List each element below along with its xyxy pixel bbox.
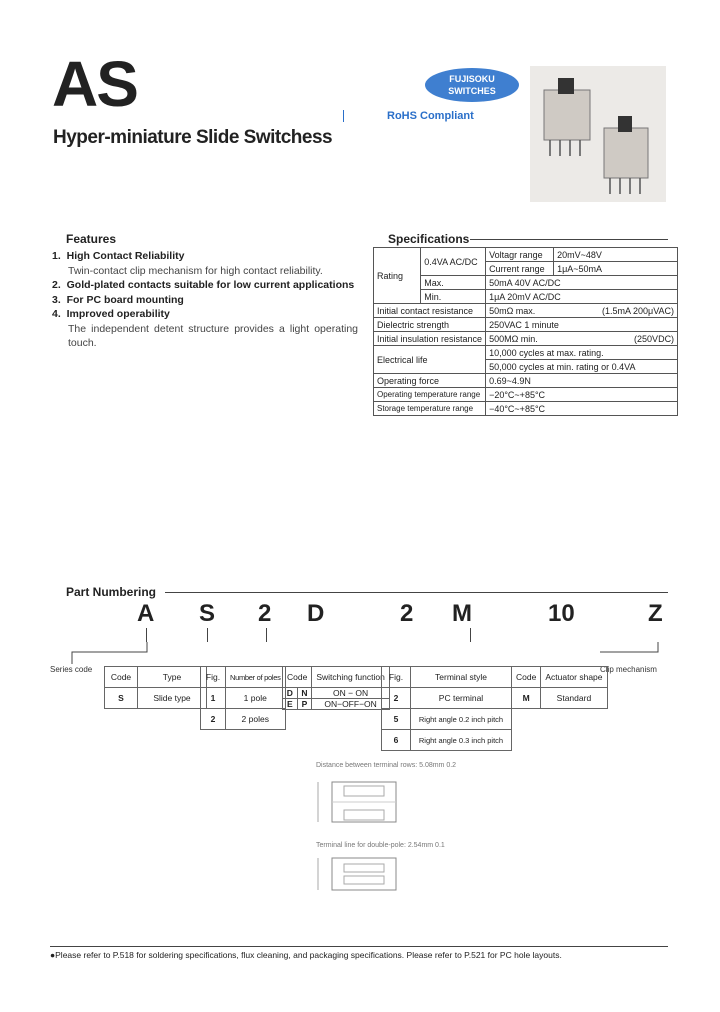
feature-desc: The independent detent structure provides a light operating touch. [68, 322, 358, 349]
terminal-style-table [381, 666, 512, 751]
part-letter: 10 [548, 600, 575, 627]
table-cell: Standard [541, 688, 607, 709]
table-cell: 2 poles [226, 709, 286, 730]
table-row [374, 374, 678, 388]
table-header: Terminal style [411, 667, 512, 688]
table-cell: E [283, 699, 298, 710]
table-cell: 1 [201, 688, 226, 709]
switching-function-table [282, 666, 390, 710]
spec-label: Operating temperature range [374, 388, 486, 402]
table-cell: PC terminal [411, 688, 512, 709]
bullet-icon: ● [50, 950, 56, 960]
spec-value: 0.69~4.9N [486, 374, 678, 388]
table-row [512, 688, 608, 709]
feature-num: 2. [52, 279, 61, 291]
table-cell: 2 [201, 709, 226, 730]
spec-value [486, 332, 678, 346]
table-cell: ON−OFF−ON [312, 699, 390, 710]
part-letter: Z [648, 600, 663, 627]
double-pole-diagram [310, 852, 420, 897]
fujisoku-logo [425, 68, 519, 102]
type-table [104, 666, 207, 709]
feature-item [52, 249, 358, 264]
table-header: Number of poles [226, 667, 286, 688]
table-row [283, 667, 390, 688]
table-row [374, 332, 678, 346]
table-cell: 6 [382, 730, 411, 751]
spec-sublabel: Voltagr range [486, 248, 554, 262]
feature-item [52, 278, 358, 293]
table-row [201, 709, 286, 730]
spec-value-note: (1.5mA 200μVAC) [602, 305, 675, 316]
spec-value: 250VAC 1 minute [486, 318, 678, 332]
table-row [201, 667, 286, 688]
poles-table [200, 666, 286, 730]
spec-label: Operating force [374, 374, 486, 388]
table-cell: P [297, 699, 312, 710]
feature-num: 1. [52, 250, 61, 262]
table-row [374, 248, 678, 262]
spec-label: Rating [374, 248, 421, 304]
part-letter: D [307, 600, 325, 627]
spec-sublabel: Min. [421, 290, 486, 304]
logo-text-bottom: SWITCHES [448, 86, 496, 96]
spec-value-main: 500MΩ min. [489, 333, 538, 344]
table-header: Actuator shape [541, 667, 607, 688]
page-subtitle: Hyper-miniature Slide Switchess [53, 127, 333, 148]
table-cell: D [283, 688, 298, 699]
table-cell: 1 pole [226, 688, 286, 709]
part-letter: 2 [400, 600, 414, 627]
footer-text: Please refer to P.518 for soldering specifications, flux cleaning, and packaging specifications. Please refer to P.521 for PC hole layouts. [55, 950, 562, 960]
table-cell: Slide type [138, 688, 207, 709]
part-numbering-rule [165, 592, 668, 593]
table-cell: 5 [382, 709, 411, 730]
feature-num: 4. [52, 308, 61, 320]
table-row [374, 402, 678, 416]
table-row [382, 709, 512, 730]
table-header: Code [283, 667, 312, 688]
table-row [382, 667, 512, 688]
table-row [283, 699, 390, 710]
feature-num: 3. [52, 293, 61, 306]
table-header: Fig. [382, 667, 411, 688]
table-row [382, 688, 512, 709]
spec-value: −40°C~+85°C [486, 402, 678, 416]
table-cell: Right angle 0.2 inch pitch [411, 709, 512, 730]
switch-photo-illustration [530, 66, 666, 202]
dimension-caption: Terminal line for double-pole: 2.54mm 0.1 [316, 842, 445, 849]
table-row [105, 667, 207, 688]
product-photo [530, 66, 666, 202]
feature-item [52, 307, 358, 322]
spec-sublabel: Max. [421, 276, 486, 290]
table-row [512, 667, 608, 688]
features-heading: Features [66, 232, 117, 246]
table-header: Switching function [312, 667, 390, 688]
spec-value: 10,000 cycles at max. rating. [486, 346, 678, 360]
feature-title: High Contact Reliability [66, 250, 185, 262]
table-cell: S [105, 688, 138, 709]
table-cell: 2 [382, 688, 411, 709]
spec-sublabel: Current range [486, 262, 554, 276]
table-row [374, 318, 678, 332]
spec-label: Initial insulation resistance [374, 332, 486, 346]
spec-value-note: (250VDC) [634, 333, 675, 344]
spec-label: Storage temperature range [374, 402, 486, 416]
series-code-label: Series code [50, 665, 93, 674]
table-row [105, 688, 207, 709]
table-cell: ON − ON [312, 688, 390, 699]
rohs-divider [343, 110, 344, 122]
table-header: Type [138, 667, 207, 688]
spec-label: Initial contact resistance [374, 304, 486, 318]
dimension-caption: Distance between terminal rows: 5.08mm 0.2 [316, 762, 457, 769]
spec-rule [470, 239, 668, 240]
table-row [374, 388, 678, 402]
part-letter: 2 [258, 600, 272, 627]
terminal-row-diagram [310, 772, 420, 832]
actuator-shape-table [511, 666, 608, 709]
spec-value: −20°C~+85°C [486, 388, 678, 402]
spec-value: 50,000 cycles at min. rating or 0.4VA [486, 360, 678, 374]
feature-desc: Twin-contact clip mechanism for high contact reliability. [68, 264, 323, 277]
feature-title: Improved operability [66, 308, 170, 320]
table-row [201, 688, 286, 709]
table-header: Code [512, 667, 541, 688]
spec-label: Electrical life [374, 346, 486, 374]
spec-value-main: 50mΩ max. [489, 305, 536, 316]
spec-value: 20mV~48V [554, 248, 678, 262]
logo-text-top: FUJISOKU [449, 74, 495, 84]
spec-value: 50mA 40V AC/DC [486, 276, 678, 290]
spec-sublabel: 0.4VA AC/DC [421, 248, 486, 276]
table-cell: Right angle 0.3 inch pitch [411, 730, 512, 751]
table-header: Code [105, 667, 138, 688]
spec-value: 1μA 20mV AC/DC [486, 290, 678, 304]
footer-rule [50, 946, 668, 947]
feature-item [52, 293, 358, 308]
part-letter: S [199, 600, 216, 627]
series-title: AS [52, 48, 137, 120]
table-cell: N [297, 688, 312, 699]
clip-mechanism-label: Clip mechanism [600, 665, 657, 674]
spec-value [486, 304, 678, 318]
table-header: Fig. [201, 667, 226, 688]
spec-value: 1μA~50mA [554, 262, 678, 276]
feature-title: Gold-plated contacts suitable for low current applications [66, 279, 355, 291]
features-list [52, 249, 358, 351]
feature-title: For PC board mounting [66, 293, 184, 306]
part-numbering-heading: Part Numbering [66, 585, 157, 599]
specifications-table [373, 247, 678, 416]
part-letter: M [452, 600, 472, 627]
table-row [382, 730, 512, 751]
table-cell: M [512, 688, 541, 709]
spec-label: Dielectric strength [374, 318, 486, 332]
table-row [374, 346, 678, 360]
table-row [374, 304, 678, 318]
rohs-label: RoHS Compliant [387, 110, 474, 122]
specifications-heading: Specifications [388, 232, 470, 246]
part-letter: A [137, 600, 155, 627]
footer-note [50, 950, 562, 960]
table-row [283, 688, 390, 699]
